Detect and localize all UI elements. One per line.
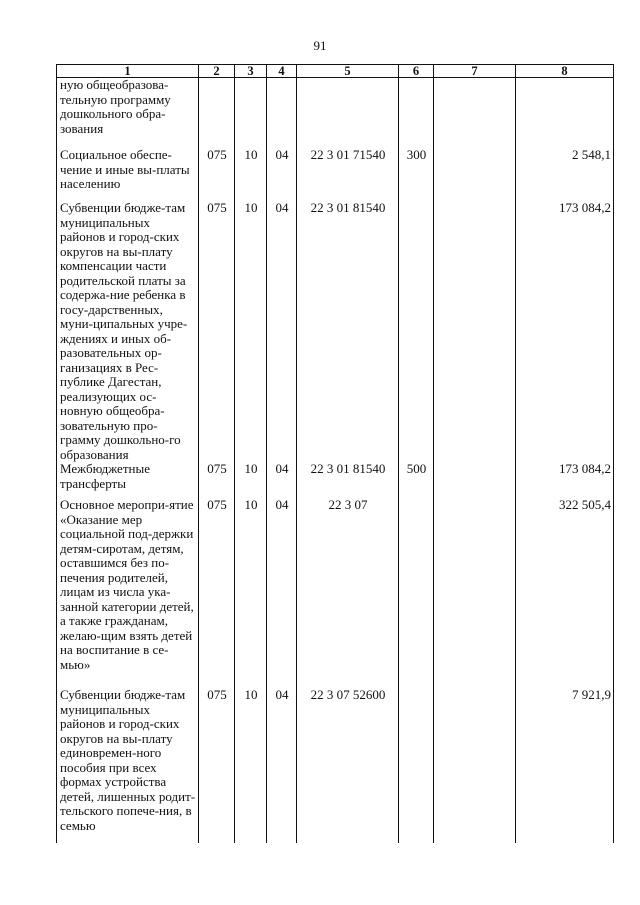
cell-expense-type — [399, 498, 434, 688]
cell-amount: 322 505,4 — [516, 498, 614, 688]
col-header-6: 6 — [399, 65, 434, 78]
cell-section: 10 — [235, 498, 267, 688]
cell-subsection — [267, 78, 297, 149]
cell-expense-type — [399, 78, 434, 149]
table-row — [57, 148, 614, 201]
cell-amount: 173 084,2 — [516, 201, 614, 462]
col-header-3: 3 — [235, 65, 267, 78]
col-header-1: 1 — [57, 65, 199, 78]
cell-amount: 173 084,2 — [516, 462, 614, 498]
header-row — [57, 65, 614, 78]
cell-subsection: 04 — [267, 462, 297, 498]
table-row — [57, 201, 614, 462]
cell-col7 — [434, 498, 516, 688]
cell-section: 10 — [235, 462, 267, 498]
cell-col7 — [434, 148, 516, 201]
cell-amount: 2 548,1 — [516, 148, 614, 201]
cell-subsection: 04 — [267, 498, 297, 688]
row-name: Социальное обеспе-чение и иные вы-платы населению — [57, 148, 199, 201]
table-row — [57, 498, 614, 688]
page-number: 91 — [313, 38, 327, 53]
cell-ministry: 075 — [199, 462, 235, 498]
cell-section — [235, 78, 267, 149]
cell-col7 — [434, 78, 516, 149]
cell-ministry: 075 — [199, 148, 235, 201]
cell-amount — [516, 78, 614, 149]
cell-target-code: 22 3 01 81540 — [297, 462, 399, 498]
row-name: Субвенции бюдже-там муниципальных районов и город-ских округов на вы-плату компенсации части родительской платы за содержа-ние ребенка в госу-дарственных, муни-ципальных учре-ждениях и иных об-разовательных ор-ганизациях в Рес-публике Дагестан, реализующих ос-новную общеобра-зовательную про-грамму дошкольно-го образования — [57, 201, 199, 462]
cell-target-code: 22 3 01 71540 — [297, 148, 399, 201]
row-name: Межбюджетные трансферты — [57, 462, 199, 498]
cell-ministry — [199, 78, 235, 149]
row-name: ную общеобразова-тельную программу дошкольного обра-зования — [57, 78, 199, 149]
cell-subsection: 04 — [267, 201, 297, 462]
cell-col7 — [434, 688, 516, 843]
cell-target-code — [297, 78, 399, 149]
budget-table — [56, 64, 614, 843]
table-row — [57, 688, 614, 843]
table-row — [57, 462, 614, 498]
cell-ministry: 075 — [199, 498, 235, 688]
cell-ministry: 075 — [199, 201, 235, 462]
col-header-5: 5 — [297, 65, 399, 78]
cell-section: 10 — [235, 688, 267, 843]
col-header-7: 7 — [434, 65, 516, 78]
cell-amount: 7 921,9 — [516, 688, 614, 843]
table-row — [57, 78, 614, 149]
cell-target-code: 22 3 01 81540 — [297, 201, 399, 462]
cell-expense-type — [399, 688, 434, 843]
col-header-2: 2 — [199, 65, 235, 78]
cell-expense-type: 500 — [399, 462, 434, 498]
cell-target-code: 22 3 07 52600 — [297, 688, 399, 843]
row-name: Субвенции бюдже-там муниципальных районов и город-ских округов на вы-плату единовремен-ного пособия при всех формах устройства детей, лишенных родит-тельского попече-ния, в семью — [57, 688, 199, 843]
col-header-8: 8 — [516, 65, 614, 78]
cell-expense-type: 300 — [399, 148, 434, 201]
cell-ministry: 075 — [199, 688, 235, 843]
cell-col7 — [434, 201, 516, 462]
row-name: Основное меропри-ятие «Оказание мер социальной под-держки детям-сиротам, детям, оставшимся без по-печения родителей, лицам из числа ука-занной категории детей, а также гражданам, желаю-щим взять детей на воспитание в се-мью» — [57, 498, 199, 688]
cell-section: 10 — [235, 201, 267, 462]
col-header-4: 4 — [267, 65, 297, 78]
cell-subsection: 04 — [267, 688, 297, 843]
cell-col7 — [434, 462, 516, 498]
cell-target-code: 22 3 07 — [297, 498, 399, 688]
cell-subsection: 04 — [267, 148, 297, 201]
cell-expense-type — [399, 201, 434, 462]
cell-section: 10 — [235, 148, 267, 201]
